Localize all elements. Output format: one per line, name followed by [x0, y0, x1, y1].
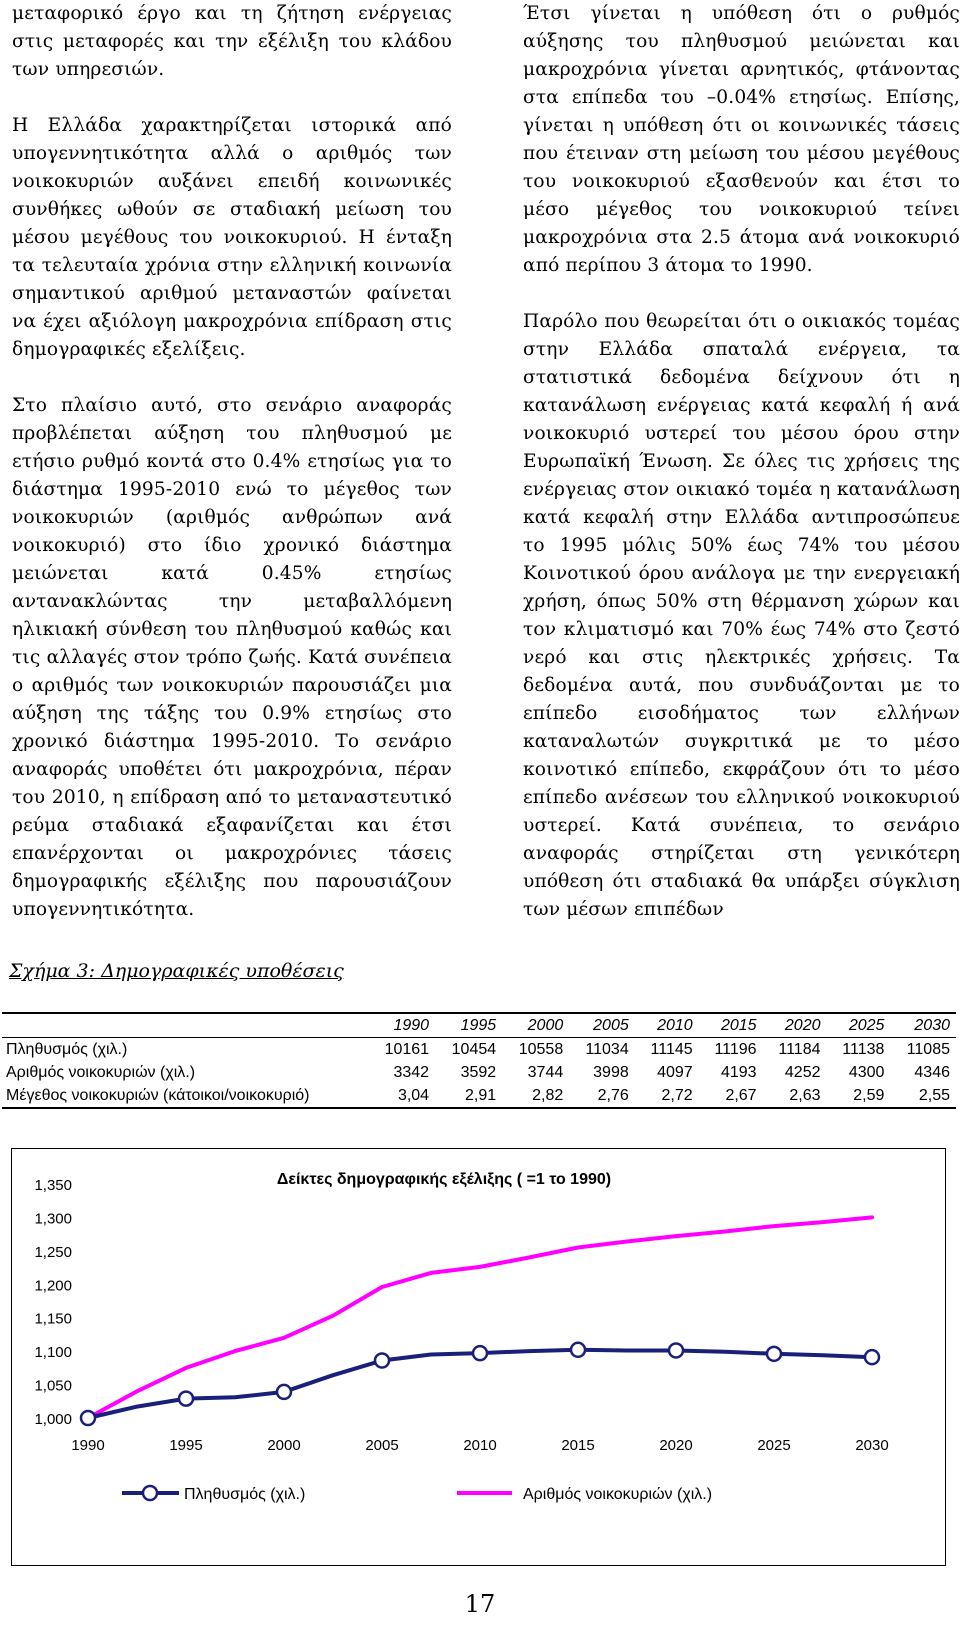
- table-row: [2, 1061, 956, 1084]
- table-cell: 3998: [593, 1063, 629, 1081]
- data-point: [865, 1350, 879, 1364]
- series-line: [88, 1217, 872, 1418]
- row-label: Πληθυσμός (χιλ.): [6, 1040, 128, 1058]
- table-cell: 10558: [518, 1040, 564, 1058]
- table-cell: 4346: [914, 1063, 950, 1081]
- table-header-year: 2015: [699, 1013, 763, 1038]
- paragraph: μεταφορικό έργο και τη ζήτηση ενέργειας στις μεταφορές και την εξέλιξη του κλάδου των υπηρεσιών.: [12, 3, 452, 80]
- x-tick-label: 2015: [561, 1437, 595, 1454]
- table-header-year: 2000: [502, 1013, 569, 1038]
- table-cell: 11196: [714, 1040, 757, 1058]
- legend-label-population: Πληθυσμός (χιλ.): [184, 1486, 306, 1503]
- y-tick-label: 1,050: [34, 1377, 72, 1395]
- x-tick-label: 1995: [169, 1437, 203, 1454]
- x-tick-label: 2030: [855, 1437, 889, 1454]
- table-row: [2, 1084, 956, 1108]
- y-tick-label: 1,200: [34, 1277, 72, 1295]
- table-cell: 4193: [720, 1063, 757, 1081]
- table-cell: 2,91: [435, 1084, 502, 1108]
- table-cell: 2,72: [635, 1084, 699, 1108]
- table-cell: 2,82: [502, 1084, 569, 1108]
- chart-title: Δείκτες δημογραφικής εξέλιξης ( =1 το 1990): [276, 1171, 612, 1188]
- table-cell: 11138: [842, 1040, 885, 1058]
- paragraph: Παρόλο που θεωρείται ότι ο οικιακός τομέας στην Ελλάδα σπαταλά ενέργεια, τα στατιστικά δεδομένα δείχνουν ότι η κατανάλωση ενέργειας κατά κεφαλή ή ανά νοικοκυριό υστερεί του μέσου όρου στην Ευρωπαϊκή Ένωση. Σε όλες τις χρήσεις της ενέργειας στον οικιακό τομέα η κατανάλωση κατά κεφαλή στην Ελλάδα αντιπροσώπευε το 1995 μόλις 50% έως 74% του μέσου Κοινοτικού όρου ανάλογα με την ενεργειακή χρήση, όπως 50% στη θέρμανση χώρων και τον κλιματισμό και 70% έως 74% στο ζεστό νερό και στις ηλεκτρικές χρήσεις. Τα δεδομένα αυτά, που συνδυάζονται με το επίπεδο εισοδήματος των ελλήνων καταναλωτών συγκριτικά με το μέσο κοινοτικό επίπεδο, εκφράζουν ότι το μέσο επίπεδο ανέσεων του ελληνικού νοικοκυριού υστερεί. Κατά συνέπεια, το σενάριο αναφοράς στηρίζεται στη γενικότερη υπόθεση ότι σταδιακά θα υπάρξει σύγκλιση των μέσων επιπέδων: [523, 311, 960, 920]
- y-tick-label: 1,150: [34, 1310, 72, 1328]
- y-tick-label: 1,250: [34, 1243, 72, 1261]
- table-header-year: 1995: [435, 1013, 502, 1038]
- table-cell: 2,67: [699, 1084, 763, 1108]
- x-tick-label: 2005: [365, 1437, 399, 1454]
- table-header-year: 1990: [368, 1013, 435, 1038]
- table-cell: 4252: [784, 1063, 821, 1081]
- y-tick-label: 1,300: [34, 1210, 72, 1228]
- table-cell: 2,63: [763, 1084, 827, 1108]
- y-tick-label: 1,100: [34, 1344, 72, 1362]
- table-cell: 10454: [451, 1040, 497, 1058]
- text-column-right: [523, 0, 960, 924]
- data-point: [571, 1343, 585, 1357]
- demographic-index-chart: [12, 1149, 945, 1565]
- table-cell: 10161: [384, 1040, 430, 1058]
- table-header-empty: [2, 1013, 368, 1038]
- table-cell: 2,55: [890, 1084, 956, 1108]
- table-header-row: [2, 1013, 956, 1038]
- data-point: [669, 1343, 683, 1357]
- table-header-year: 2025: [827, 1013, 891, 1038]
- table-cell: 11085: [906, 1040, 950, 1058]
- table-row: [2, 1038, 956, 1062]
- paragraph: Η Ελλάδα χαρακτηρίζεται ιστορικά από υπογεννητικότητα αλλά ο αριθμός των νοικοκυριών αυξάνει επειδή κοινωνικές συνθήκες ωθούν σε σταδιακή μείωση του μέσου μεγέθους του νοικοκυριού. Η ένταξη τα τελευταία χρόνια στην ελληνική κοινωνία σημαντικού αριθμού μεταναστών φαίνεται να έχει αξιόλογη μακροχρόνια επίδραση στις δημογραφικές εξελίξεις.: [12, 115, 452, 360]
- table-cell: 3744: [527, 1063, 564, 1081]
- demographic-table: [2, 1012, 956, 1109]
- x-tick-label: 2000: [267, 1437, 301, 1454]
- table-cell: 4097: [657, 1063, 693, 1081]
- x-tick-label: 2020: [659, 1437, 693, 1454]
- data-point: [179, 1392, 193, 1406]
- table-cell: 2,59: [827, 1084, 891, 1108]
- data-point: [375, 1354, 389, 1368]
- row-label: Μέγεθος νοικοκυριών (κάτοικοι/νοικοκυριό): [2, 1084, 368, 1108]
- table-header-year: 2005: [569, 1013, 635, 1038]
- y-tick-label: 1,000: [34, 1411, 72, 1428]
- table-cell: 3,04: [368, 1084, 435, 1108]
- legend-label-households: Αριθμός νοικοκυριών (χιλ.): [523, 1486, 713, 1503]
- chart-frame: [11, 1148, 946, 1566]
- data-point: [277, 1385, 291, 1399]
- x-tick-label: 1990: [71, 1437, 105, 1454]
- table-cell: 3592: [460, 1063, 497, 1081]
- text-column-left: [12, 0, 452, 924]
- table-cell: 2,76: [569, 1084, 635, 1108]
- table-header-year: 2020: [763, 1013, 827, 1038]
- y-tick-label: 1,350: [34, 1177, 72, 1194]
- paragraph: Στο πλαίσιο αυτό, στο σενάριο αναφοράς προβλέπεται αύξηση του πληθυσμού με ετήσιο ρυθμό κοντά στο 0.4% ετησίως για το διάστημα 1995-2010 ενώ το μέγεθος των νοικοκυριών (αριθμός ανθρώπων ανά νοικοκυριό) στο ίδιο χρονικό διάστημα μειώνεται κατά 0.45% ετησίως αντανακλώντας την μεταβαλλόμενη ηλικιακή σύνθεση του πληθυσμού καθώς και τις αλλαγές στον τρόπο ζωής. Κατά συνέπεια ο αριθμός των νοικοκυριών παρουσιάζει μια αύξηση της τάξης του 0.9% ετησίως στο χρονικό διάστημα 1995-2010. Το σενάριο αναφοράς υποθέτει ότι μακροχρόνια, πέραν του 2010, η επίδραση από το μεταναστευτικό ρεύμα σταδιακά εξαφανίζεται και έτσι επανέρχονται οι μακροχρόνιες τάσεις δημογραφικής εξέλιξης που παρουσιάζουν υπογεννητικότητα.: [12, 395, 452, 920]
- x-tick-label: 2010: [463, 1437, 497, 1454]
- x-tick-label: 2025: [757, 1437, 791, 1454]
- table-header-year: 2030: [890, 1013, 956, 1038]
- page-number: 17: [464, 1590, 496, 1618]
- figure-caption: Σχήμα 3: Δημογραφικές υποθέσεις: [9, 960, 344, 982]
- legend-marker-population: [143, 1486, 157, 1500]
- table-header-year: 2010: [635, 1013, 699, 1038]
- data-point: [81, 1411, 95, 1425]
- table-cell: 4300: [848, 1063, 885, 1081]
- table-cell: 11034: [585, 1040, 629, 1058]
- row-label: Αριθμός νοικοκυριών (χιλ.): [6, 1063, 196, 1081]
- data-point: [473, 1346, 487, 1360]
- table-cell: 11184: [778, 1040, 821, 1058]
- table-cell: 3342: [393, 1063, 430, 1081]
- paragraph: Έτσι γίνεται η υπόθεση ότι ο ρυθμός αύξησης του πληθυσμού μειώνεται και μακροχρόνια γίνεται αρνητικός, φτάνοντας στα επίπεδα του –0.04% ετησίως. Επίσης, γίνεται η υπόθεση ότι οι κοινωνικές τάσεις που έτειναν στη μείωση του μέσου μεγέθους του νοικοκυριού εξασθενούν και έτσι το μέσο μέγεθος του νοικοκυριού τείνει μακροχρόνια στα 2.5 άτομα ανά νοικοκυριό από περίπου 3 άτομα το 1990.: [523, 3, 960, 276]
- table-cell: 11145: [650, 1040, 693, 1058]
- data-point: [767, 1347, 781, 1361]
